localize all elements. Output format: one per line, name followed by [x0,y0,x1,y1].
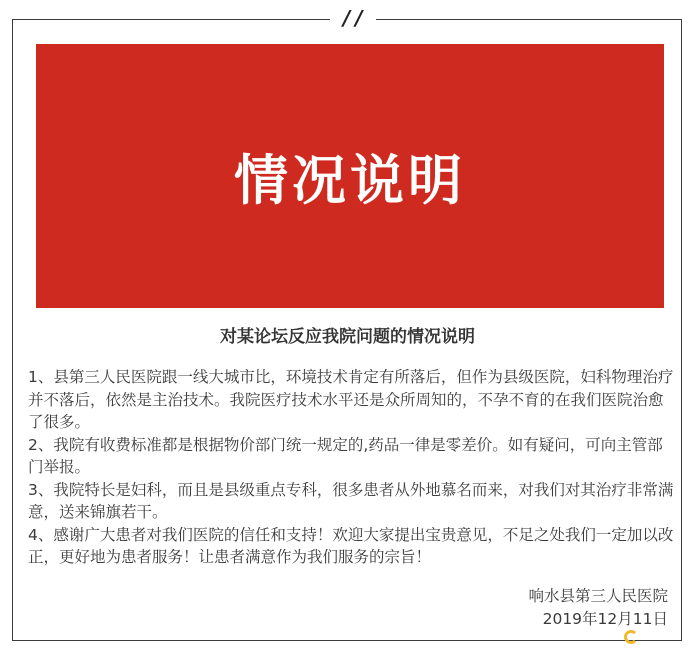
paragraph-3: 3、我院特长是妇科，而且是县级重点专科，很多患者从外地慕名而来，对我们对其治疗非常满意，送来锦旗若干。 [28,480,674,521]
article-body [28,366,674,569]
paragraph-4: 4、感谢广大患者对我们医院的信任和支持！欢迎大家提出宝贵意见，不足之处我们一定加以改正，更好地为患者服务！让患者满意作为我们服务的宗旨！ [28,525,674,566]
banner-title: 情况说明 [234,148,466,212]
header-slash-mark: / / [343,6,362,30]
watermark-icon [624,630,638,644]
signature-date: 2019年12月11日 [542,610,668,628]
paragraph-1: 1、县第三人民医院跟一线大城市比，环境技术肯定有所落后，但作为县级医院，妇科物理治疗并不落后，依然是主治技术。我院医疗技术水平还是众所周知的，不孕不育的在我们医院治愈了很多。 [28,368,674,431]
signature-block [528,585,668,631]
signature-organization: 响水县第三人民医院 [528,587,668,605]
title-banner [36,44,664,308]
article-headline: 对某论坛反应我院问题的情况说明 [220,327,475,347]
paragraph-2: 2、我院有收费标准都是根据物价部门统一规定的,药品一律是零差价。如有疑问，可向主管部门举报。 [28,435,663,476]
